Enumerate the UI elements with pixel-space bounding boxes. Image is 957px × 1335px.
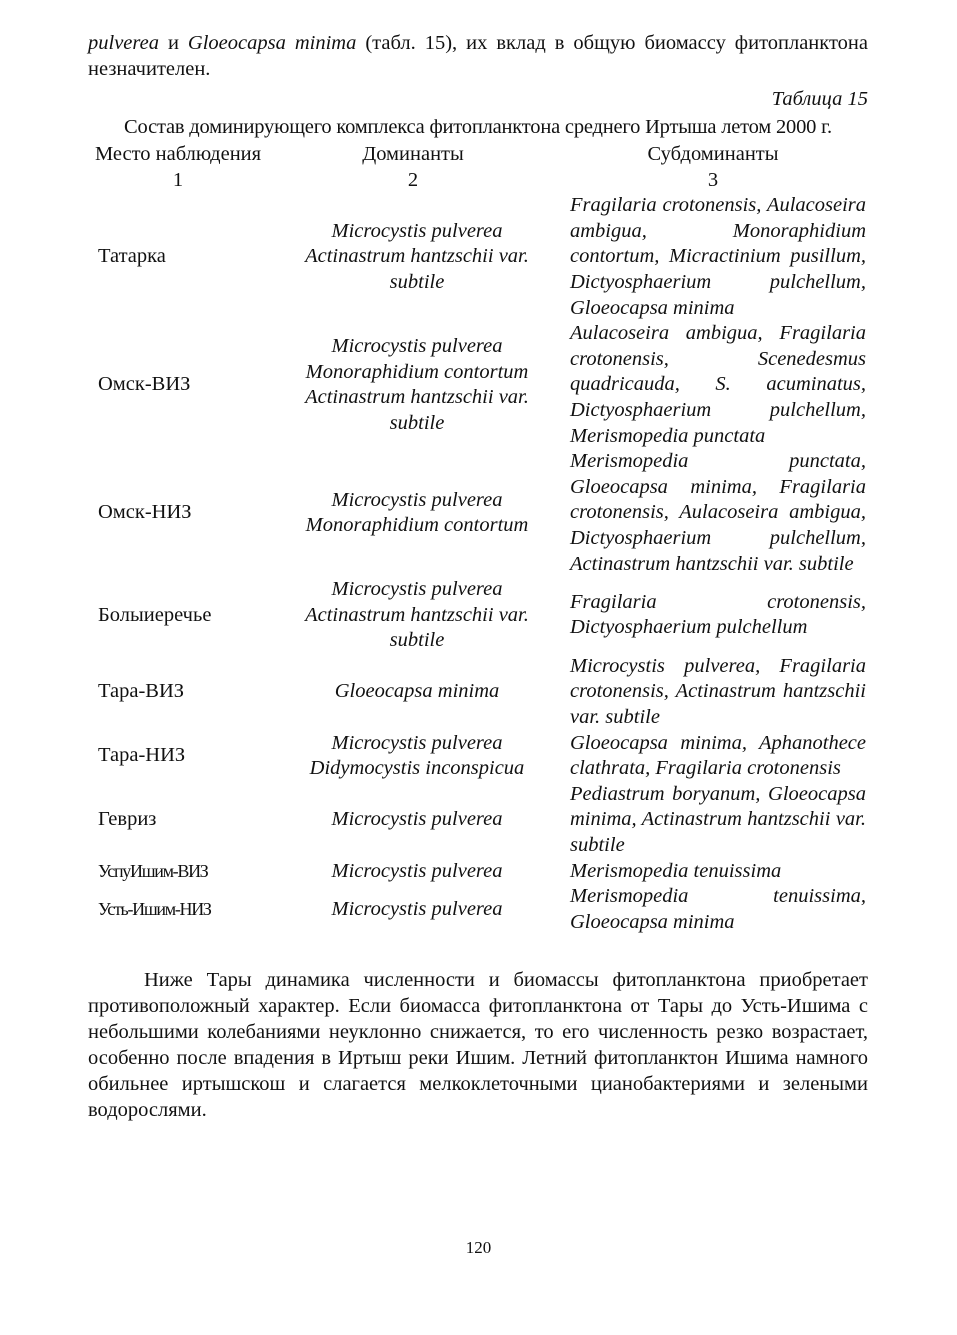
- subdominants-cell: Pediastrum boryanum, Gloeocapsa minima, Actinastrum hantzschii var. subtile: [570, 782, 866, 857]
- table-row: [88, 577, 868, 654]
- dominant-species: Microcystis pulverea: [331, 578, 503, 601]
- dominants-cell: [268, 884, 558, 935]
- column-number-1: 1: [172, 168, 184, 191]
- subdominants-cell: Aulacoseira ambigua, Fragilaria crotonensis, Scenedesmus quadricauda, S. acuminatus, Dictyosphaerium pulchellum, Merismopedia punctata: [570, 322, 866, 447]
- dominants-cell: [268, 193, 558, 321]
- dominant-species: Microcystis pulverea: [331, 898, 503, 921]
- table-row: [88, 731, 868, 782]
- subdominants-cell: Fragilaria crotonensis, Aulacoseira ambigua, Monoraphidium contortum, Micractinium pusillum, Dictyosphaerium pulchellum, Gloeocapsa minima: [570, 194, 866, 319]
- dominant-species: Microcystis pulverea: [331, 731, 503, 754]
- column-number-2: 2: [407, 168, 419, 191]
- dominant-species: Monoraphidium contortum: [305, 514, 529, 537]
- dominants-cell: [268, 449, 558, 577]
- table-row: [88, 884, 868, 935]
- place-cell: Усть-Ишим-НИЗ: [98, 899, 211, 920]
- phytoplankton-table: [88, 142, 868, 935]
- subdominants-cell: Fragilaria crotonensis, Dictyosphaerium pulchellum: [570, 590, 866, 639]
- header-place: Место наблюдения: [94, 143, 262, 166]
- page-number: 120: [465, 1238, 492, 1257]
- place-cell: Омск-ВИЗ: [98, 373, 191, 396]
- dominants-cell: [268, 654, 558, 731]
- place-cell: Омск-НИЗ: [98, 501, 192, 524]
- dominant-species: Actinastrum hantzschii var. subtile: [305, 386, 529, 434]
- subdominants-cell: Merismopedia punctata, Gloeocapsa minima, Fragilaria crotonensis, Aulacoseira ambigua, Dictyosphaerium pulchellum, Actinastrum hantzschii var. subtile: [570, 450, 866, 575]
- closing-paragraph: Ниже Тары динамика численности и биомассы фитопланктона приобретает противоположный характер. Если биомасса фитопланктона от Тары до Усть-Ишима с небольшими колебаниями неуклонно снижается, то его численность резко возрастает, особенно после впадения в Иртыш реки Ишим. Летний фитопланктон Ишима намного обильнее иртышскош и слагается мелкоклеточными цианобактериями и зелеными водорослями.: [88, 969, 868, 1122]
- subdominants-cell: Merismopedia tenuissima: [570, 859, 782, 882]
- dominants-cell: [268, 321, 558, 449]
- dominants-cell: [268, 577, 558, 654]
- dominant-species: Didymocystis inconspicua: [309, 757, 525, 780]
- header-subdominants: Субдоминанты: [647, 143, 779, 165]
- place-cell: Тара-ВИЗ: [98, 680, 185, 703]
- table-row: [88, 782, 868, 859]
- dominant-species: Microcystis pulverea: [331, 808, 503, 831]
- dominants-cell: [268, 782, 558, 859]
- dominant-species: Microcystis pulverea: [331, 488, 503, 511]
- place-cell: УспуИшим-ВИЗ: [98, 860, 208, 881]
- intro-paragraph: [88, 30, 868, 82]
- dominants-cell: [268, 731, 558, 782]
- table-row: [88, 654, 868, 731]
- table-row: [88, 193, 868, 321]
- dominant-species: Gloeocapsa minima: [334, 680, 500, 703]
- place-cell: Татарка: [98, 245, 166, 268]
- document-page: [88, 30, 868, 1123]
- dominant-species: Microcystis pulverea: [331, 219, 503, 242]
- header-dominants: Доминанты: [362, 143, 464, 165]
- subdominants-cell: Merismopedia tenuissima, Gloeocapsa minima: [570, 885, 866, 933]
- dominant-species: Microcystis pulverea: [331, 334, 503, 357]
- place-cell: Тара-НИЗ: [98, 744, 186, 767]
- table-row: [88, 449, 868, 577]
- intro-italic-species-1: pulverea: [88, 32, 159, 54]
- table-label: Таблица 15: [771, 88, 868, 110]
- dominant-species: Actinastrum hantzschii var. subtile: [305, 603, 529, 652]
- subdominants-cell: Microcystis pulverea, Fragilaria crotonensis, Actinastrum hantzschii var. subtile: [570, 654, 866, 729]
- dominant-species: Microcystis pulverea: [331, 859, 503, 882]
- dominant-species: Actinastrum hantzschii var. subtile: [305, 245, 529, 293]
- intro-conjunction: и: [158, 32, 188, 54]
- subdominants-cell: Gloeocapsa minima, Aphanothece clathrata, Fragilaria crotonensis: [570, 731, 866, 780]
- place-cell: Гевриз: [98, 808, 157, 831]
- place-cell: Болыиеречье: [98, 603, 212, 626]
- table-header-row: [88, 142, 868, 168]
- intro-italic-species-2: Gloeocapsa minima: [187, 32, 357, 54]
- table-row: [88, 321, 868, 449]
- column-number-3: 3: [707, 168, 719, 191]
- intro-text: (табл. 15), их вклад в общую биомассу фитопланктона незначителен.: [88, 32, 868, 80]
- dominants-cell: [268, 859, 558, 885]
- table-row: [88, 859, 868, 885]
- table-column-numbers-row: [88, 168, 868, 194]
- table-caption: Состав доминирующего комплекса фитопланктона среднего Иртыша летом 2000 г.: [124, 116, 832, 138]
- dominant-species: Monoraphidium contortum: [305, 360, 529, 383]
